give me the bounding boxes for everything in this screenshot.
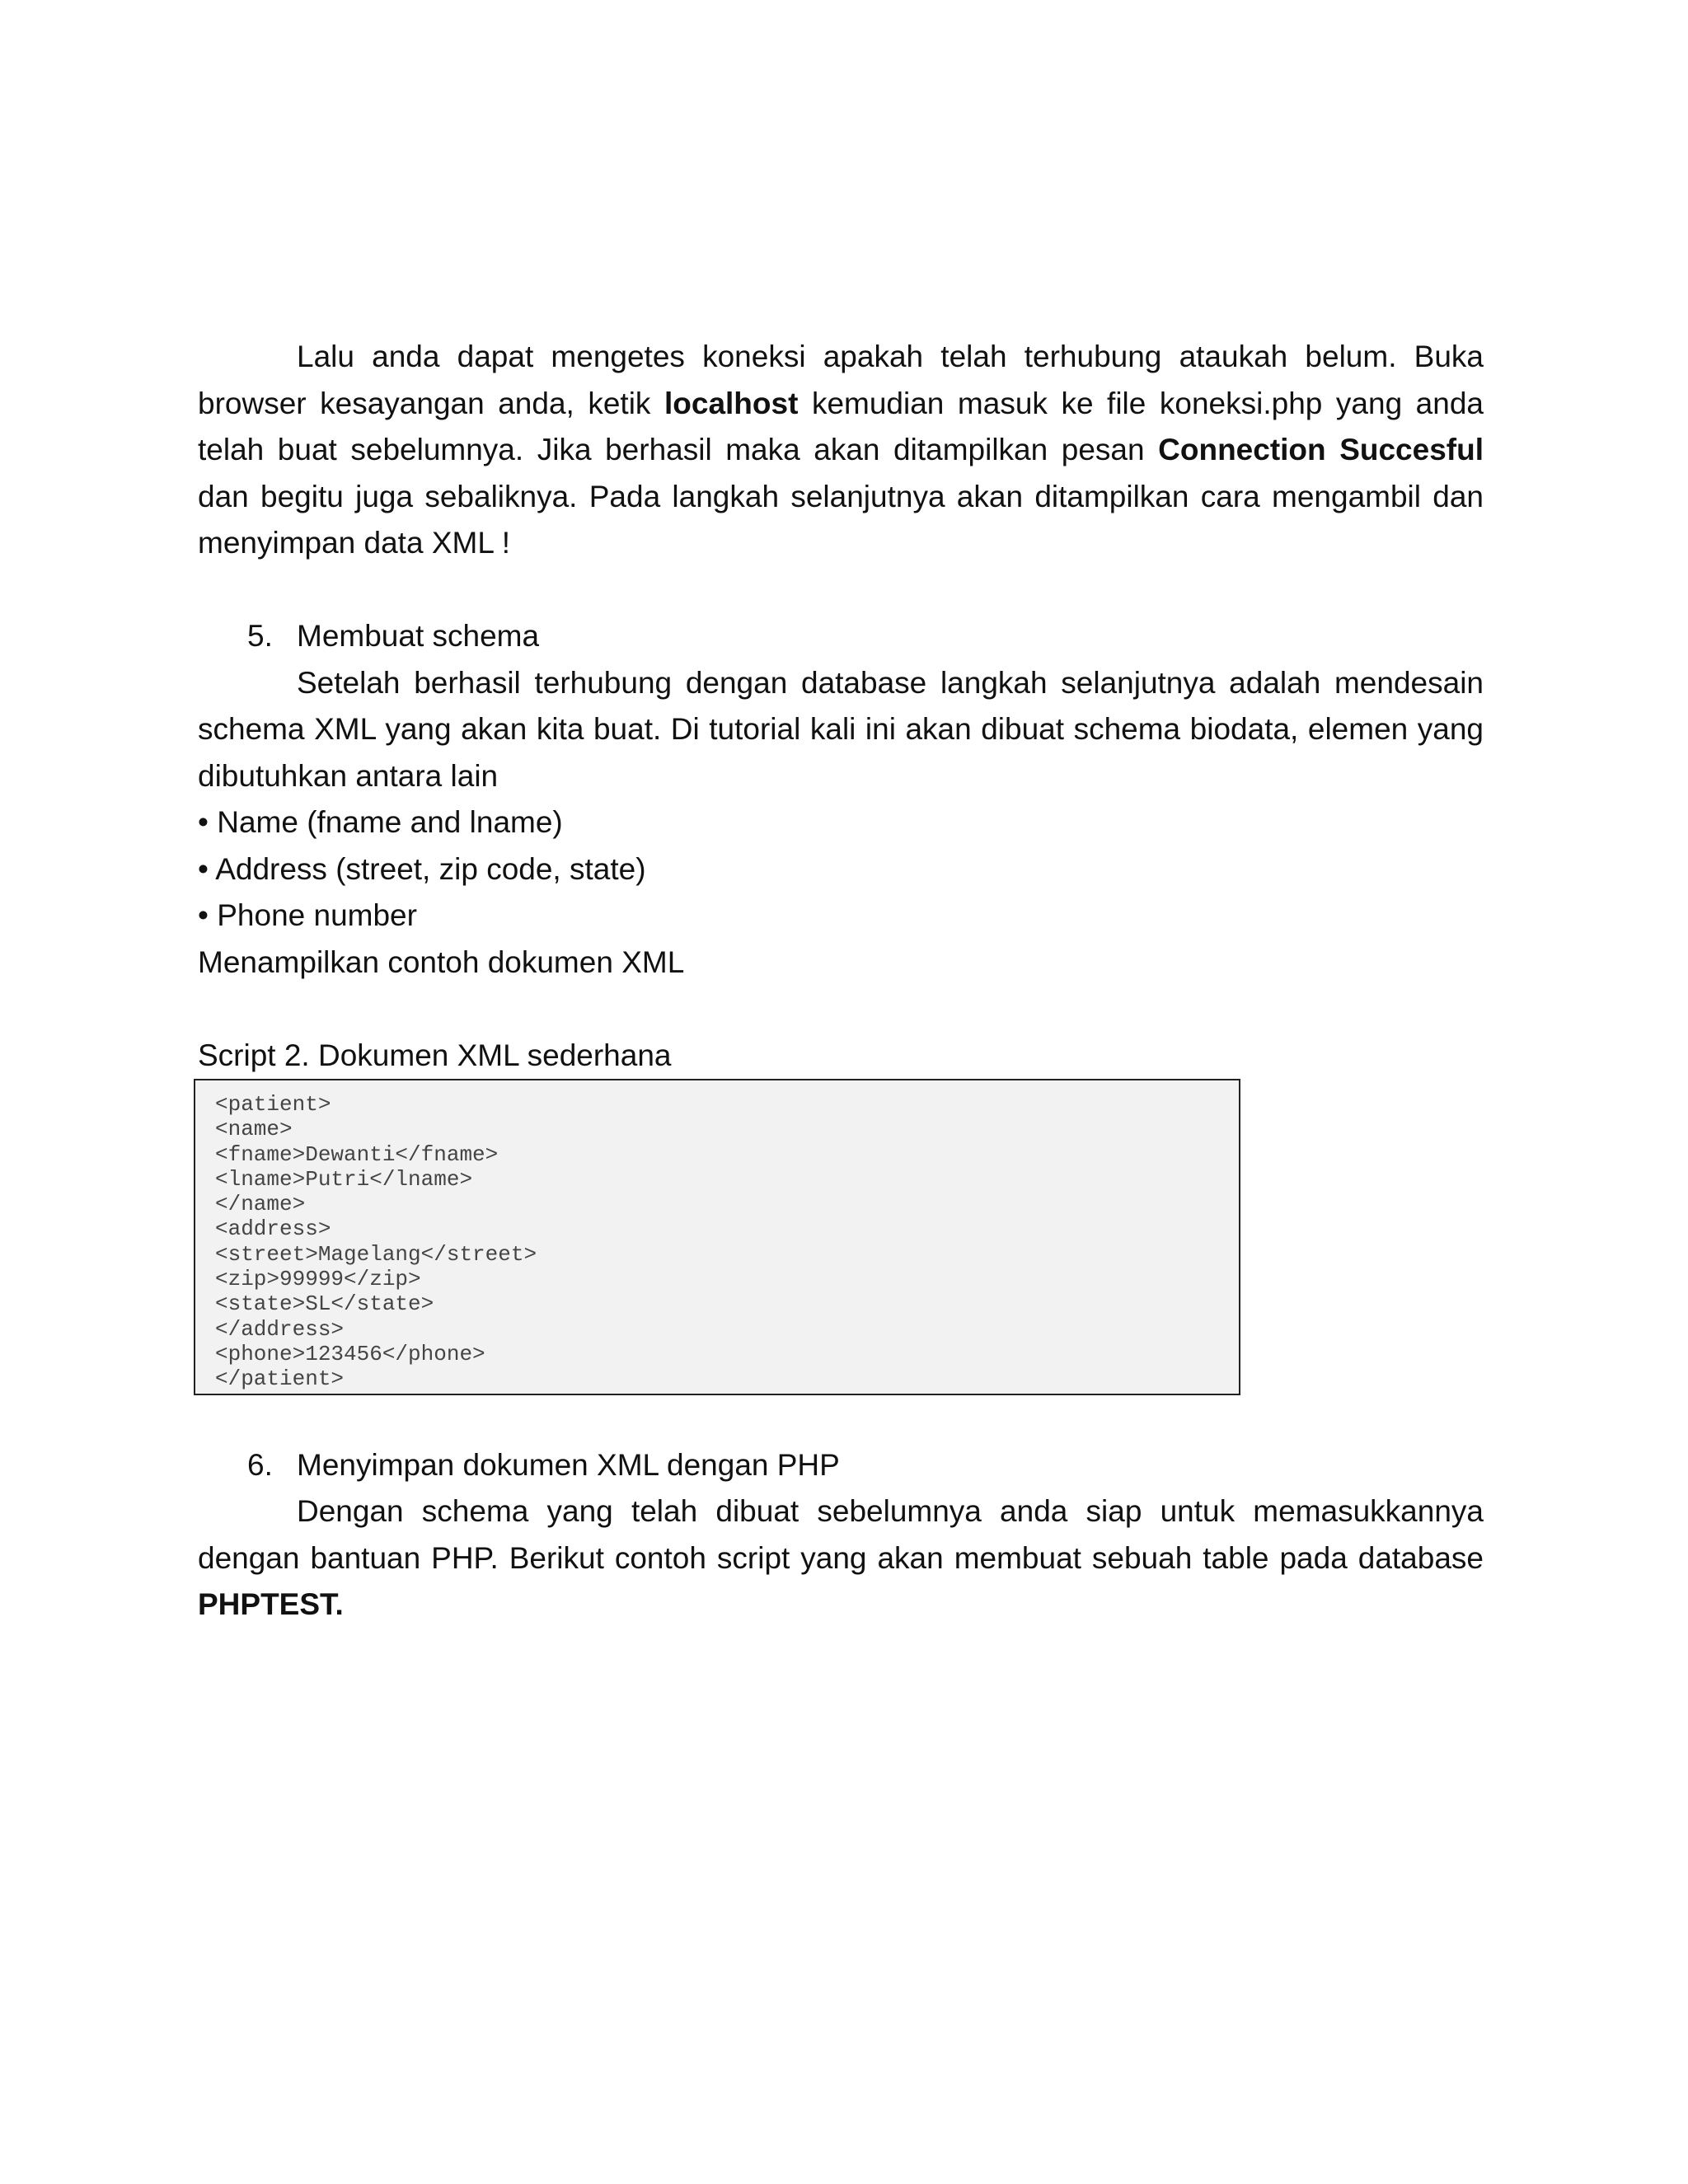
code-line: <name>: [215, 1117, 293, 1142]
connection-message: Connection Succesful: [1158, 433, 1484, 466]
bullet-item-name: • Name (fname and lname): [198, 805, 563, 839]
code-line: <street>Magelang</street>: [215, 1241, 537, 1267]
code-line: <fname>Dewanti</fname>: [215, 1141, 499, 1167]
code-line: <address>: [215, 1216, 331, 1242]
script-caption: Script 2. Dokumen XML sederhana: [198, 1038, 672, 1072]
document-content: [198, 334, 1484, 1629]
section-6-text: Dengan schema yang telah dibuat sebelumnya anda siap untuk memasukkannya dengan bantuan PHP. Berikut contoh script yang akan membuat sebuah table pada database: [198, 1494, 1484, 1575]
section-5-after-bullets: Menampilkan contoh dokumen XML: [198, 944, 685, 979]
spacer: [198, 567, 1484, 614]
bullet-item-phone: • Phone number: [198, 898, 417, 932]
section-6-title: Menyimpan dokumen XML dengan PHP: [297, 1447, 840, 1482]
code-block: [194, 1079, 1240, 1395]
section-5-number: 5.: [247, 619, 273, 653]
spacer: [198, 1395, 1484, 1442]
code-line: </name>: [215, 1192, 306, 1217]
code-line: </patient>: [215, 1366, 345, 1392]
code-line: </address>: [215, 1316, 345, 1342]
code-line: <phone>123456</phone>: [215, 1341, 485, 1366]
spacer: [198, 986, 1484, 1033]
intro-text-3: dan begitu juga sebaliknya. Pada langkah selanjutnya akan ditampilkan cara mengambil dan menyimpan data XML !: [198, 479, 1484, 560]
localhost-keyword: localhost: [663, 386, 799, 420]
section-6-number: 6.: [247, 1447, 273, 1482]
section-5-heading: [198, 613, 1484, 660]
database-name: PHPTEST.: [198, 1587, 344, 1621]
section-5-title: Membuat schema: [297, 619, 540, 653]
intro-paragraph: [198, 334, 1484, 567]
code-line: <lname>Putri</lname>: [215, 1166, 473, 1192]
code-line: <patient>: [215, 1092, 331, 1117]
section-5-paragraph: Setelah berhasil terhubung dengan database langkah selanjutnya adalah mendesain schema XML yang akan kita buat. Di tutorial kali ini akan dibuat schema biodata, elemen yang dibutuhkan antara lain: [198, 665, 1484, 793]
code-line: <state>SL</state>: [215, 1291, 434, 1317]
intro-text-1: Lalu anda dapat mengetes koneksi apakah telah terhubung ataukah belum. Buka browser kesayangan anda, ketik: [198, 340, 1484, 420]
bullet-item-address: • Address (street, zip code, state): [198, 851, 646, 886]
section-6-heading: [198, 1442, 1484, 1489]
intro-text-2: kemudian masuk ke file koneksi.php yang anda telah buat sebelumnya. Jika berhasil maka akan ditampilkan pesan: [198, 386, 1484, 466]
code-line: <zip>99999</zip>: [215, 1267, 421, 1292]
section-6-paragraph: [198, 1488, 1484, 1629]
